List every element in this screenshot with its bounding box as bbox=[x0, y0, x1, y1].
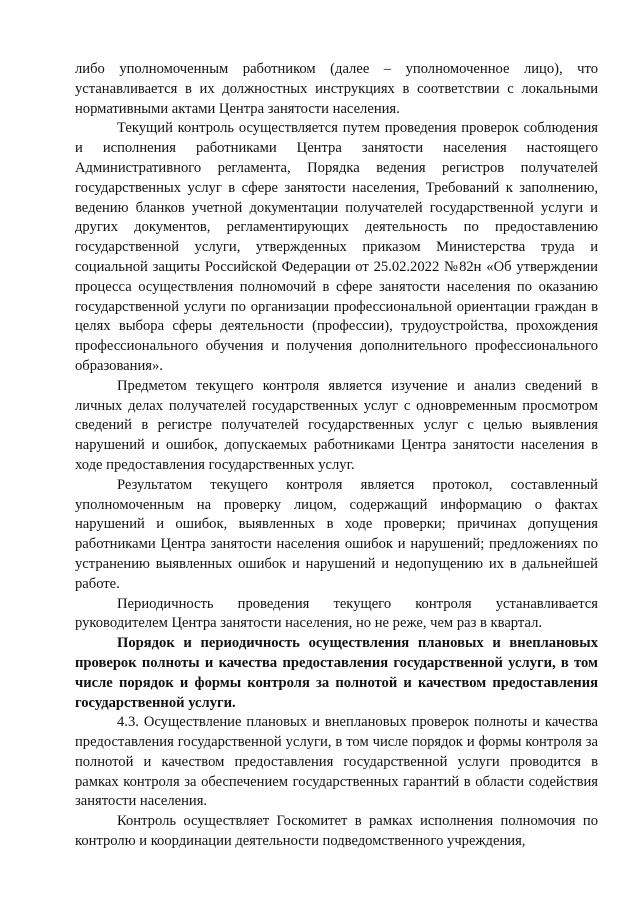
paragraph-continuation: либо уполномоченным работником (далее – уполномоченное лицо), что устанавливается в их должностных инструкциях в соответствии с локальными нормативными актами Центра занятости населения. bbox=[75, 61, 598, 117]
paragraph-current-control: Текущий контроль осуществляется путем проведения проверок соблюдения и исполнения работниками Центра занятости населения настоящего Административного регламента, Порядка ведения регистров получателей государственных услуг в сфере занятости населения, Требований к заполнению, ведению бланков учетной документации получателей государственной услуги и других документов, регламентирующих деятельность по предоставлению государственной услуги, утвержденных приказом Министерства труда и социальной защиты Российской Федерации от 25.02.2022 №82н «Об утверждении процесса осуществления полномочий в сфере занятости населения по оказанию государственной услуги по организации профессиональной ориентации граждан в целях выбора сферы деятельности (профессии), трудоустройства, прохождения профессионального обучения и получения дополнительного профессионального образования». bbox=[75, 120, 598, 374]
paragraph-control-periodicity: Периодичность проведения текущего контроля устанавливается руководителем Центра занятости населения, но не реже, чем раз в квартал. bbox=[75, 595, 598, 632]
section-heading: Порядок и периодичность осуществления плановых и внеплановых проверок полноты и качества предоставления государственной услуги, в том числе порядок и формы контроля за полнотой и качеством предоставления государственной услуги. bbox=[75, 635, 598, 711]
paragraph-goskomitet-control: Контроль осуществляет Госкомитет в рамках исполнения полномочия по контролю и координации деятельности подведомственного учреждения, bbox=[75, 813, 598, 850]
paragraph-control-result: Результатом текущего контроля является протокол, составленный уполномоченным на проверку лицом, содержащий информацию о фактах нарушений и ошибок, выявленных в ходе проверки; причинах допущения работниками Центра занятости населения ошибок и нарушений; предложениях по устранению выявленных ошибок и нарушений и недопущению их в дальнейшей работе. bbox=[75, 476, 598, 592]
paragraph-control-subject: Предметом текущего контроля является изучение и анализ сведений в личных делах получателей государственных услуг с одновременным просмотром сведений в регистре получателей государственных услуг с целью выявления нарушений и ошибок, допускаемых работниками Центра занятости населения в ходе предоставления государственных услуг. bbox=[75, 377, 598, 473]
paragraph-4-3: 4.3. Осуществление плановых и внеплановых проверок полноты и качества предоставления государственной услуги, в том числе порядок и формы контроля за полнотой и качеством предоставления государственной услуги проводится в рамках контроля за обеспечением государственных гарантий в области содействия занятости населения. bbox=[75, 714, 598, 810]
